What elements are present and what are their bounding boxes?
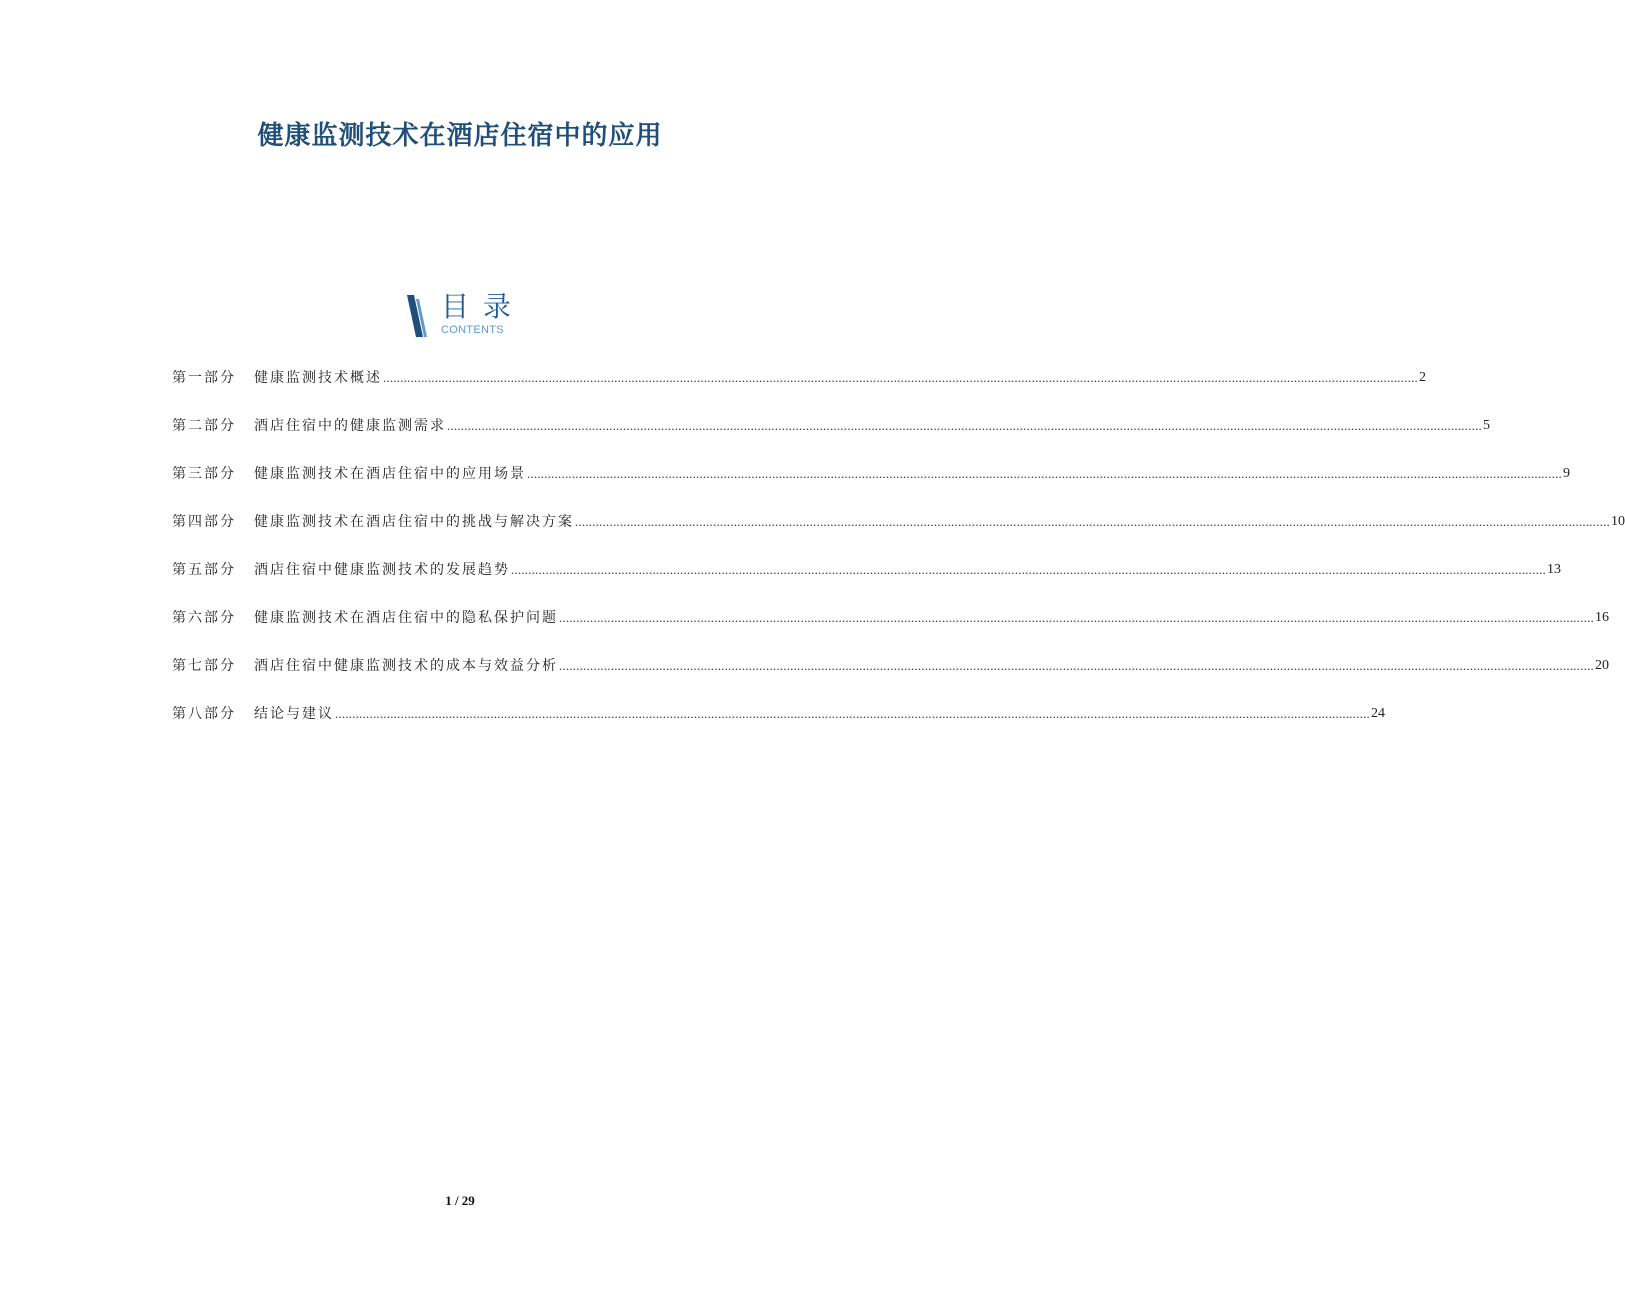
toc-entry[interactable] (172, 700, 1385, 748)
toc-entry-page: 16 (1595, 610, 1609, 625)
toc-entry[interactable] (172, 652, 1609, 700)
toc-entry-part: 第四部分 (172, 514, 236, 530)
toc-entry-leader: ............................................................................................................................................................................................................................................................................................................ (559, 658, 1594, 673)
toc-entry-page: 2 (1419, 370, 1426, 385)
toc-entry-page: 10 (1611, 514, 1625, 529)
toc-entry-leader: ............................................................................................................................................................................................................................................................................................................ (559, 610, 1594, 625)
document-title: 健康监测技术在酒店住宿中的应用 (257, 121, 663, 151)
toc-entry[interactable] (172, 556, 1561, 604)
toc-entry-part: 第七部分 (172, 658, 236, 674)
toc-entry[interactable] (172, 412, 1490, 460)
toc-entry-part: 第六部分 (172, 610, 236, 626)
toc-entry-leader: ............................................................................................................................................................................................................................................................................................................ (527, 466, 1562, 481)
toc-entry-part: 第五部分 (172, 562, 236, 578)
toc-entry-leader: ............................................................................................................................................................................................................................................................................................................ (447, 418, 1482, 433)
toc-entry[interactable] (172, 508, 1625, 556)
toc-entry-title: 健康监测技术在酒店住宿中的挑战与解决方案 (254, 514, 574, 530)
toc-entry-title: 健康监测技术概述 (254, 370, 382, 386)
toc-entry-leader: ............................................................................................................................................................................................................................................................................................................ (511, 562, 1546, 577)
toc-entry-leader: ............................................................................................................................................................................................................................................................................................................ (335, 706, 1370, 721)
toc-entry-page: 9 (1563, 466, 1570, 481)
toc-entry-leader: ............................................................................................................................................................................................................................................................................................................ (575, 514, 1610, 529)
toc-entry-title: 酒店住宿中健康监测技术的发展趋势 (254, 562, 510, 578)
toc-header (406, 292, 526, 342)
toc-entry-leader: ............................................................................................................................................................................................................................................................................................................ (383, 370, 1418, 385)
toc-entry-title: 酒店住宿中健康监测技术的成本与效益分析 (254, 658, 558, 674)
toc-entry[interactable] (172, 604, 1609, 652)
toc-heading: 目录 (441, 290, 526, 323)
book-spine-icon (406, 294, 432, 338)
toc-list (172, 364, 1625, 748)
toc-entry-part: 第八部分 (172, 706, 236, 722)
toc-entry[interactable] (172, 460, 1570, 508)
toc-entry-page: 13 (1547, 562, 1561, 577)
toc-subheading: CONTENTS (441, 324, 504, 336)
toc-entry-part: 第一部分 (172, 370, 236, 386)
toc-entry-title: 酒店住宿中的健康监测需求 (254, 418, 446, 434)
toc-entry-part: 第二部分 (172, 418, 236, 434)
toc-entry-page: 24 (1371, 706, 1385, 721)
toc-entry-page: 5 (1483, 418, 1490, 433)
toc-entry-title: 健康监测技术在酒店住宿中的应用场景 (254, 466, 526, 482)
toc-entry-part: 第三部分 (172, 466, 236, 482)
toc-entry-page: 20 (1595, 658, 1609, 673)
page-number: 1 / 29 (445, 1193, 475, 1208)
toc-entry[interactable] (172, 364, 1426, 412)
toc-entry-title: 结论与建议 (254, 706, 334, 722)
toc-entry-title: 健康监测技术在酒店住宿中的隐私保护问题 (254, 610, 558, 626)
